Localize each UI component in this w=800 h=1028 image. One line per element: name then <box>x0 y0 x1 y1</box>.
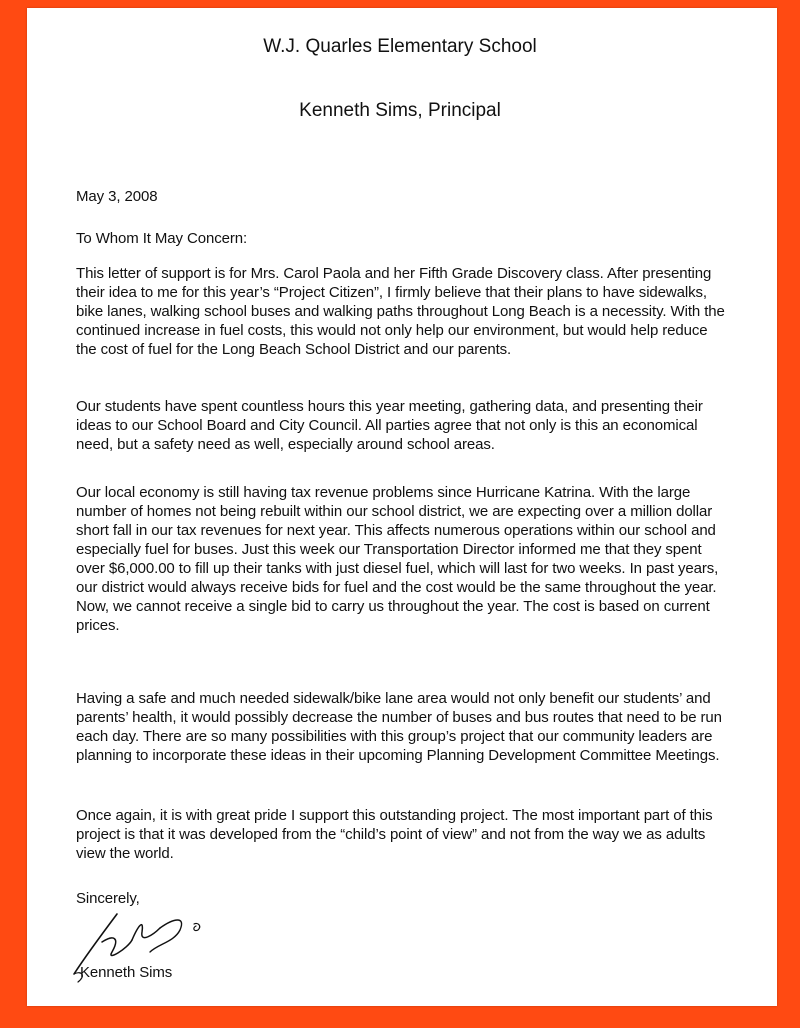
paragraph-benefits: Having a safe and much needed sidewalk/bike lane area would not only benefit our students’ and parents’ health, it would possibly decrease the number of buses and bus routes that need to be run each day. There are so many possibilities with this group’s project that our community leaders are planning to incorporate these ideas in their upcoming Planning Development Committee Meetings. <box>76 690 722 764</box>
school-name: W.J. Quarles Elementary School <box>263 36 537 57</box>
paragraph-support: This letter of support is for Mrs. Carol Paola and her Fifth Grade Discovery class. After presenting their idea to me for this year’s “Project Citizen”, I firmly believe that their plans to have sidewalks, bike lanes, walking school buses and walking paths throughout Long Beach is a necessity. With the continued increase in fuel costs, this would not only help our environment, but would help reduce the cost of fuel for the Long Beach School District and our parents. <box>76 265 725 358</box>
paragraph-students: Our students have spent countless hours this year meeting, gathering data, and presenting their ideas to our School Board and City Council. All parties agree that not only is this an economical need, but a safety need as well, especially around school areas. <box>76 398 703 453</box>
letter-closing: Sincerely, <box>76 890 140 907</box>
paragraph-conclusion: Once again, it is with great pride I support this outstanding project. The most important part of this project is that it was developed from the “child’s point of view” and not from the way we as adults view the world. <box>76 807 713 862</box>
signer-name: Kenneth Sims <box>80 964 173 981</box>
paragraph-economy: Our local economy is still having tax revenue problems since Hurricane Katrina. With the large number of homes not being rebuilt within our school district, we are expecting over a million dollar short fall in our tax revenues for next year. This affects numerous operations within our school and especially fuel for buses. Just this week our Transportation Director informed me that they spent over $6,000.00 to fill up their tanks with just diesel fuel, which will last for two weeks. In past years, our district would always receive bids for fuel and the cost would be the same throughout the year. Now, we cannot receive a single bid to carry us throughout the year. The cost is based on current prices. <box>76 484 719 634</box>
principal-title: Kenneth Sims, Principal <box>299 100 501 121</box>
letter-salutation: To Whom It May Concern: <box>76 230 248 247</box>
letter-date: May 3, 2008 <box>76 188 158 205</box>
